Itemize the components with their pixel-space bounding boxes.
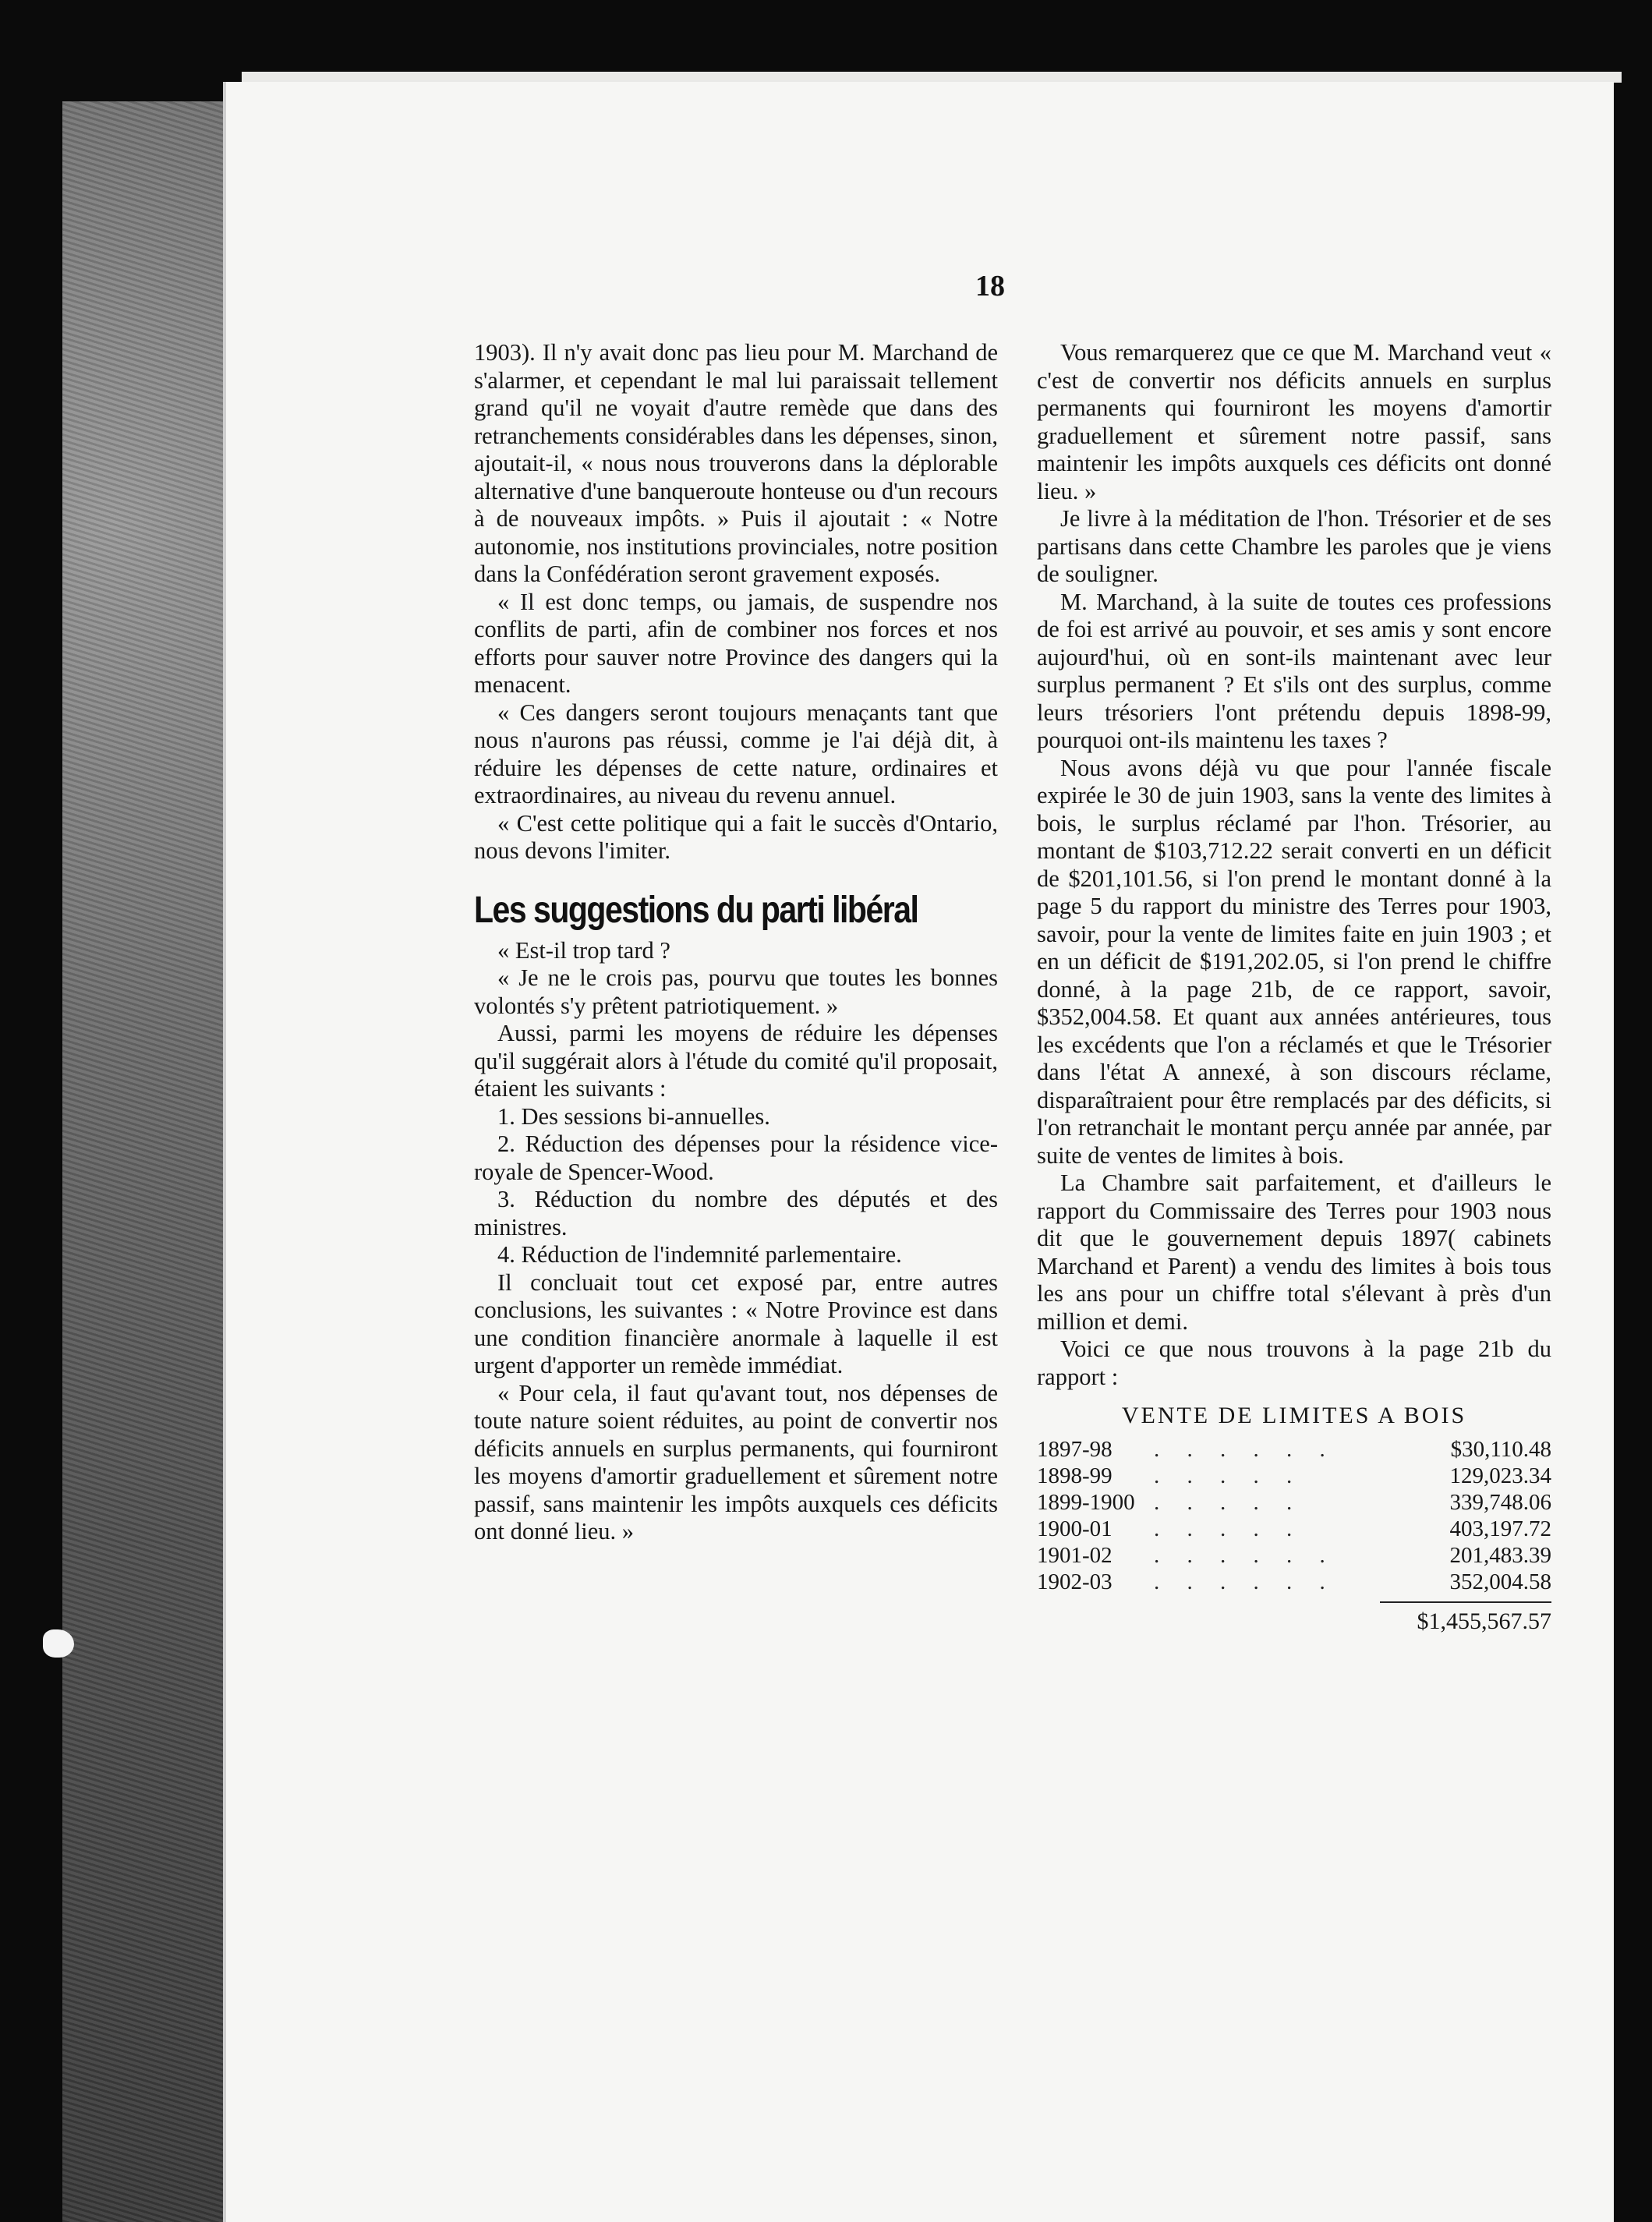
table-cell-amount: 352,004.58 [1449, 1569, 1551, 1594]
right-column [1037, 339, 1551, 1635]
paragraph: Aussi, parmi les moyens de réduire les dépenses qu'il suggérait alors à l'étude du comité qu'il proposait, étaient les suivants : [474, 1020, 998, 1102]
paragraph: « C'est cette politique qui a fait le succès d'Ontario, nous devons l'imiter. [474, 809, 998, 864]
paragraph: « Pour cela, il faut qu'avant tout, nos dépenses de toute nature soient réduites, au point de convertir nos déficits annuels en surplus permanents, qui fourniront les moyens d'amortir graduellement et sûrement notre passif, sans maintenir les impôts auxquels ces déficits ont donné lieu. » [474, 1379, 998, 1544]
sales-total: $1,455,567.57 [1417, 1608, 1551, 1634]
table-cell-year: 1900-01 [1037, 1516, 1113, 1541]
table-cell-year: 1897-98 [1037, 1436, 1113, 1462]
table-cell-dots: . . . . . . [1154, 1436, 1336, 1462]
scan-background-left [62, 101, 234, 2222]
list-item: 1. Des sessions bi-annuelles. [497, 1102, 770, 1130]
sales-table-title: VENTE DE LIMITES A BOIS [1121, 1403, 1467, 1428]
list-item: 3. Réduction du nombre des députés et des ministres. [474, 1186, 998, 1240]
list-item: 2. Réduction des dépenses pour la résidence vice-royale de Spencer-Wood. [474, 1130, 998, 1185]
table-cell-year: 1898-99 [1037, 1463, 1113, 1488]
table-cell-amount: 129,023.34 [1449, 1463, 1551, 1488]
total-rule [1380, 1601, 1551, 1603]
table-cell-dots: . . . . . . [1154, 1542, 1336, 1568]
table-row [1037, 1569, 1551, 1595]
table-cell-dots: . . . . . [1154, 1516, 1304, 1541]
paragraph: M. Marchand, à la suite de toutes ces professions de foi est arrivé au pouvoir, et ses amis y sont encore aujourd'hui, où en sont-ils maintenant avec leur surplus permanent ? Et s'ils ont des surplus, comme leurs trésoriers l'ont prétendu depuis 1898-99, pourquoi ont-ils maintenu les taxes ? [1037, 588, 1551, 753]
table-row [1037, 1516, 1551, 1542]
paragraph: 1903). Il n'y avait donc pas lieu pour M. Marchand de s'alarmer, et cependant le mal lui paraissait tellement grand qu'il ne voyait d'autre remède que dans des retranchements considérables dans les dépenses, sinon, ajoutait-il, « nous nous trouverons dans la déplorable alternative d'une banqueroute honteuse ou d'un recours à de nouveaux impôts. » Puis il ajoutait : « Notre autonomie, nos institutions provinciales, notre position dans la Confédération seront gravement exposés. [474, 339, 998, 587]
paragraph: « Ces dangers seront toujours menaçants tant que nous n'aurons pas réussi, comme je l'ai déjà dit, à réduire les dépenses de cette nature, ordinaires et extraordinaires, au niveau du revenu annuel. [474, 699, 998, 808]
page-edge [242, 72, 1622, 83]
section-heading: Les suggestions du parti libéral [474, 887, 918, 930]
table-row [1037, 1463, 1551, 1489]
page-number: 18 [975, 270, 1005, 303]
table-cell-amount: 339,748.06 [1449, 1489, 1551, 1515]
sales-table [1037, 1436, 1551, 1595]
left-column [474, 339, 998, 1546]
table-cell-dots: . . . . . [1154, 1489, 1304, 1515]
paragraph: « Je ne le crois pas, pourvu que toutes les bonnes volontés s'y prêtent patriotiquement. » [474, 964, 998, 1019]
table-cell-dots: . . . . . [1154, 1463, 1304, 1488]
paragraph: Nous avons déjà vu que pour l'année fiscale expirée le 30 de juin 1903, sans la vente des limites à bois, le surplus réclamé par l'hon. Trésorier, au montant de $103,712.22 serait converti en un déficit de $201,101.56, si l'on prend le montant donné à la page 5 du rapport du ministre des Terres pour 1903, savoir, pour la vente de limites faite en juin 1903 ; et en un déficit de $191,202.05, si l'on prend le chiffre donné, à la page 21b, de ce rapport, savoir, $352,004.58. Et quant aux années antérieures, tous les excédents que l'on a réclamés et que le Trésorier dans l'état A annexé, à son discours réclame, disparaîtraient pour être remplacés par des déficits, si l'on retranchait le montant perçu année par année, par suite de ventes de limites à bois. [1037, 754, 1551, 1169]
table-row [1037, 1489, 1551, 1516]
table-row [1037, 1436, 1551, 1463]
table-row [1037, 1542, 1551, 1569]
table-cell-amount: 403,197.72 [1449, 1516, 1551, 1541]
table-cell-dots: . . . . . . [1154, 1569, 1336, 1594]
table-cell-amount: 201,483.39 [1449, 1542, 1551, 1568]
table-cell-year: 1899-1900 [1037, 1489, 1135, 1515]
list-item: 4. Réduction de l'indemnité parlementaire. [497, 1241, 902, 1268]
table-cell-year: 1901-02 [1037, 1542, 1113, 1568]
scan-speck [43, 1629, 74, 1658]
paragraph: Vous remarquerez que ce que M. Marchand veut « c'est de convertir nos déficits annuels en surplus permanents qui fourniront les moyens d'amortir graduellement et sûrement notre passif, sans maintenir les impôts auxquels ces déficits ont donné lieu. » [1037, 339, 1551, 504]
table-cell-amount: $30,110.48 [1450, 1436, 1551, 1462]
paragraph: La Chambre sait parfaitement, et d'ailleurs le rapport du Commissaire des Terres pour 1903 nous dit que le gouvernement depuis 1897( cabinets Marchand et Parent) a vendu des limites à bois tous les ans pour un chiffre total s'élevant à près d'un million et demi. [1037, 1169, 1551, 1335]
table-cell-year: 1902-03 [1037, 1569, 1113, 1594]
paragraph: Il concluait tout cet exposé par, entre autres conclusions, les suivantes : « Notre Province est dans une condition financière anormale à laquelle il est urgent d'apporter un remède immédiat. [474, 1268, 998, 1378]
paragraph: Je livre à la méditation de l'hon. Trésorier et de ses partisans dans cette Chambre les paroles que je viens de souligner. [1037, 505, 1551, 587]
paragraph: Voici ce que nous trouvons à la page 21b du rapport : [1037, 1336, 1551, 1390]
paragraph: « Il est donc temps, ou jamais, de suspendre nos conflits de parti, afin de combiner nos forces et nos efforts pour sauver notre Province des dangers qui la menacent. [474, 588, 998, 698]
paragraph: « Est-il trop tard ? [497, 936, 670, 964]
